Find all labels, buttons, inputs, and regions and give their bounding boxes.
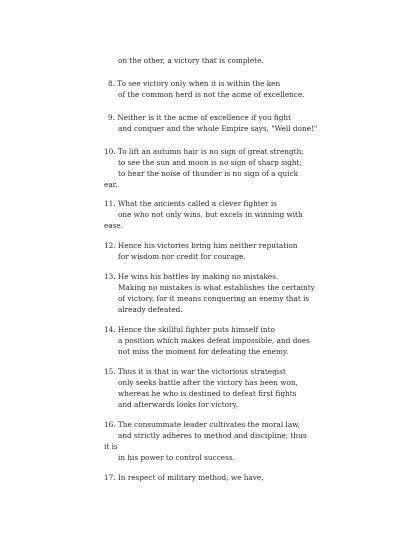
text-line: ear. [104,180,118,189]
text-line: of victory, for it means conquering an enemy that is [118,294,310,303]
text-line: 15. Thus it is that in war the victorious strategist [104,367,286,376]
text-line: 17. In respect of military method, we have, [104,473,264,482]
text-line: and afterwards looks for victory. [118,400,238,409]
text-line: 14. Hence the skillful fighter puts himself into [104,325,275,334]
text-line: 12. Hence his victories bring him neither reputation [104,241,298,250]
text-line: ease. [104,221,124,230]
text-line: for wisdom nor credit for courage. [118,252,246,261]
text-line: not miss the moment for defeating the enemy. [118,347,289,356]
text-line: 9. Neither is it the acme of excellence if you fight [108,113,292,122]
text-line: in his power to control success. [118,453,235,462]
text-line: 10. To lift an autumn hair is no sign of great strength; [104,147,304,156]
text-line: to hear the noise of thunder is no sign of a quick [118,169,299,178]
text-line: it is [104,442,118,451]
text-line: to see the sun and moon is no sign of sharp sight; [118,158,302,167]
text-line: on the other, a victory that is complete. [118,56,264,65]
text-line: 11. What the ancients called a clever fighter is [104,199,277,208]
text-line: Making no mistakes is what establishes the certainty [118,283,315,292]
text-line: and strictly adheres to method and discipline; thus [118,431,307,440]
text-line: one who not only wins, but excels in winning with [118,210,303,219]
text-line: 16. The consummate leader cultivates the moral law, [104,420,300,429]
text-line: 8. To see victory only when it is within the ken [108,79,281,88]
text-line: already defeated. [118,305,183,314]
text-line: and conquer and the whole Empire says, "Well done!" [118,124,318,133]
text-line: only seeks battle after the victory has been won, [118,378,298,387]
text-line: whereas he who is destined to defeat first fights [118,389,297,398]
text-line: a position which makes defeat impossible, and does [118,336,310,345]
text-line: 13. He wins his battles by making no mistakes. [104,272,279,281]
text-line: of the common herd is not the acme of excellence. [118,90,305,99]
